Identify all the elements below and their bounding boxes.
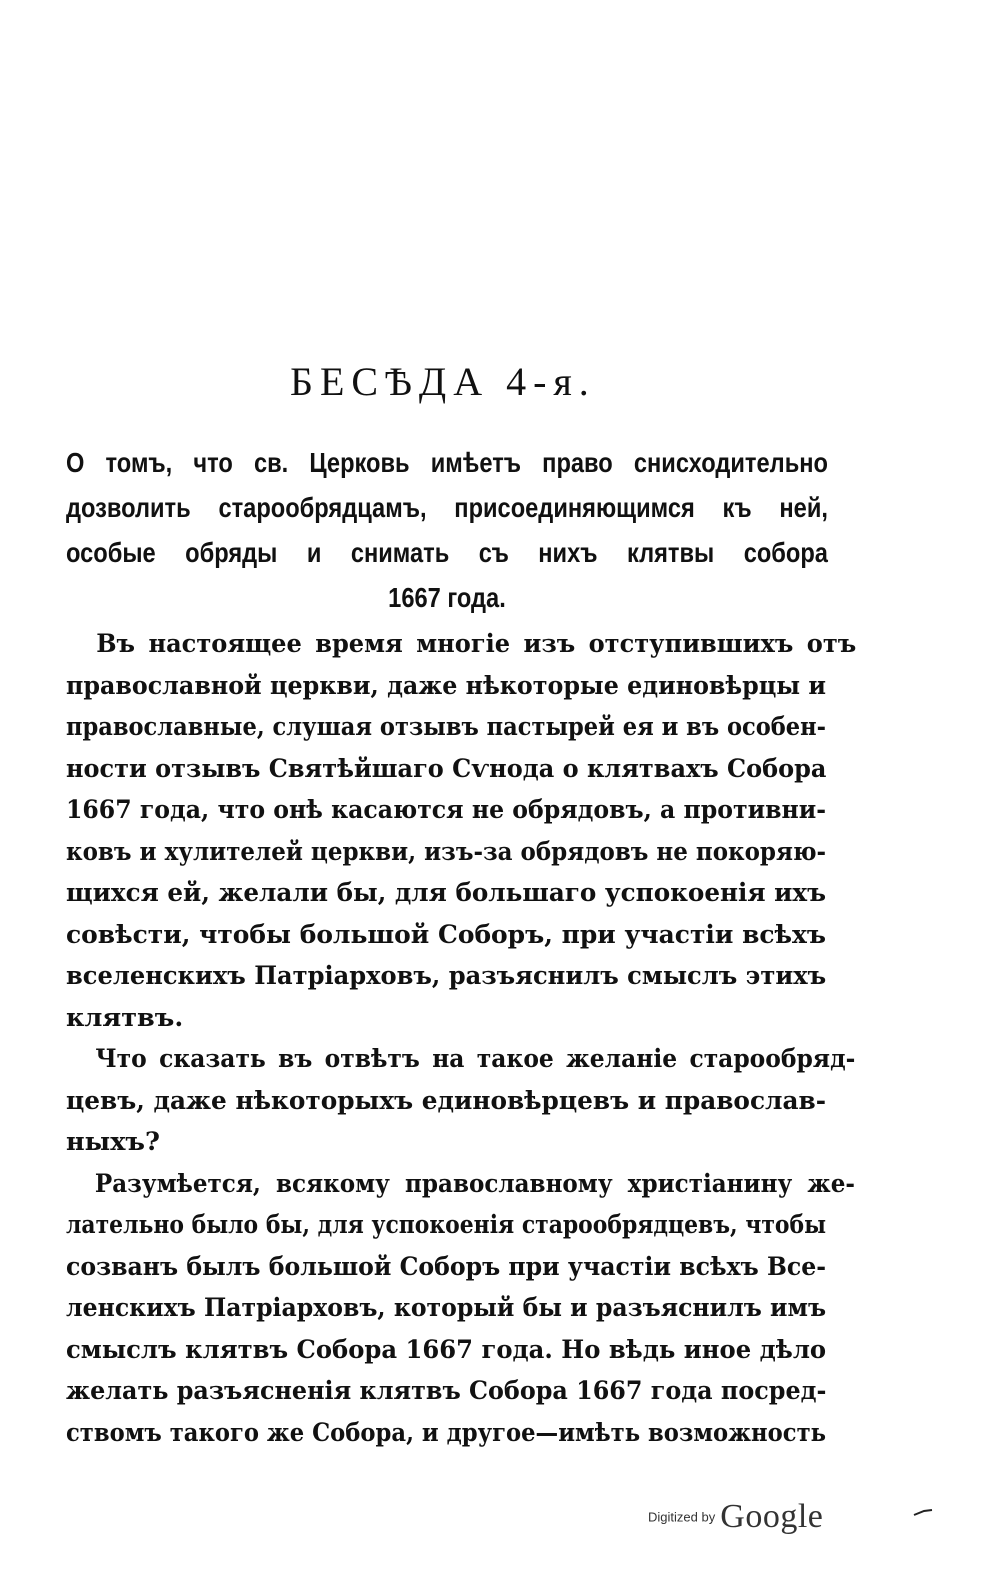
text-line: цевъ, даже нѣкоторыхъ единовѣрцевъ и православ- [66, 1085, 826, 1116]
text-line: смыслъ клятвъ Собора 1667 года. Но вѣдь иное дѣло [66, 1334, 827, 1365]
text-line: ности отзывъ Святѣйшаго Сѵнода о клятвахъ Собора [66, 753, 827, 784]
text-line: ленскихъ Патріарховъ, который бы и разъяснилъ имъ [66, 1293, 827, 1323]
text-line: вселенскихъ Патріарховъ, разъяснилъ смыслъ этихъ [66, 961, 827, 991]
google-watermark [648, 1498, 823, 1548]
subtitle-line: 1667 года. [388, 582, 506, 613]
text-line: ковъ и хулителей церкви, изъ-за обрядовъ не покоряю- [66, 836, 827, 867]
chapter-heading: БЕСѢДА 4-я. [290, 359, 596, 404]
text-line: совѣсти, чтобы большой Соборъ, при участіи всѣхъ [66, 919, 827, 950]
body-text [66, 624, 857, 1454]
digitized-by-label: Digitized by [648, 1509, 716, 1525]
text-line: 1667 года, что онѣ касаются не обрядовъ, а противни- [66, 795, 827, 825]
subtitle-line: О томъ, что св. Церковь имѣетъ право снисходительно [66, 447, 828, 478]
text-line: Въ настоящее время многіе изъ отступившихъ отъ [96, 629, 857, 659]
scan-artifact-mark [912, 1508, 934, 1518]
text-line: клятвъ. [66, 1002, 184, 1033]
text-line: ныхъ? [66, 1127, 160, 1157]
text-line: Что сказать въ отвѣтъ на такое желаніе старообряд- [95, 1044, 856, 1074]
chapter-subtitle [66, 440, 828, 620]
text-line: ствомъ такого же Собора, и другое—имѣть возможность [66, 1417, 827, 1448]
text-line: Разумѣется, всякому православному христіанину же- [94, 1168, 855, 1199]
text-line: православные, слушая отзывъ пастырей ея и въ особен- [66, 712, 826, 742]
text-line: щихся ей, желали бы, для большаго успокоенія ихъ [66, 878, 827, 908]
text-line: лательно было бы, для успокоенія старообрядцевъ, чтобы [66, 1210, 827, 1240]
subtitle-line: дозволить старообрядцамъ, присоединяющимся къ ней, [66, 492, 828, 523]
google-logo: Google [720, 1498, 824, 1535]
text-line: созванъ былъ большой Соборъ при участіи всѣхъ Все- [66, 1251, 827, 1282]
text-line: желать разъясненія клятвъ Собора 1667 года посред- [66, 1376, 827, 1406]
subtitle-line: особые обряды и снимать съ нихъ клятвы собора [66, 537, 828, 568]
text-line: православной церкви, даже нѣкоторые единовѣрцы и [66, 670, 827, 701]
